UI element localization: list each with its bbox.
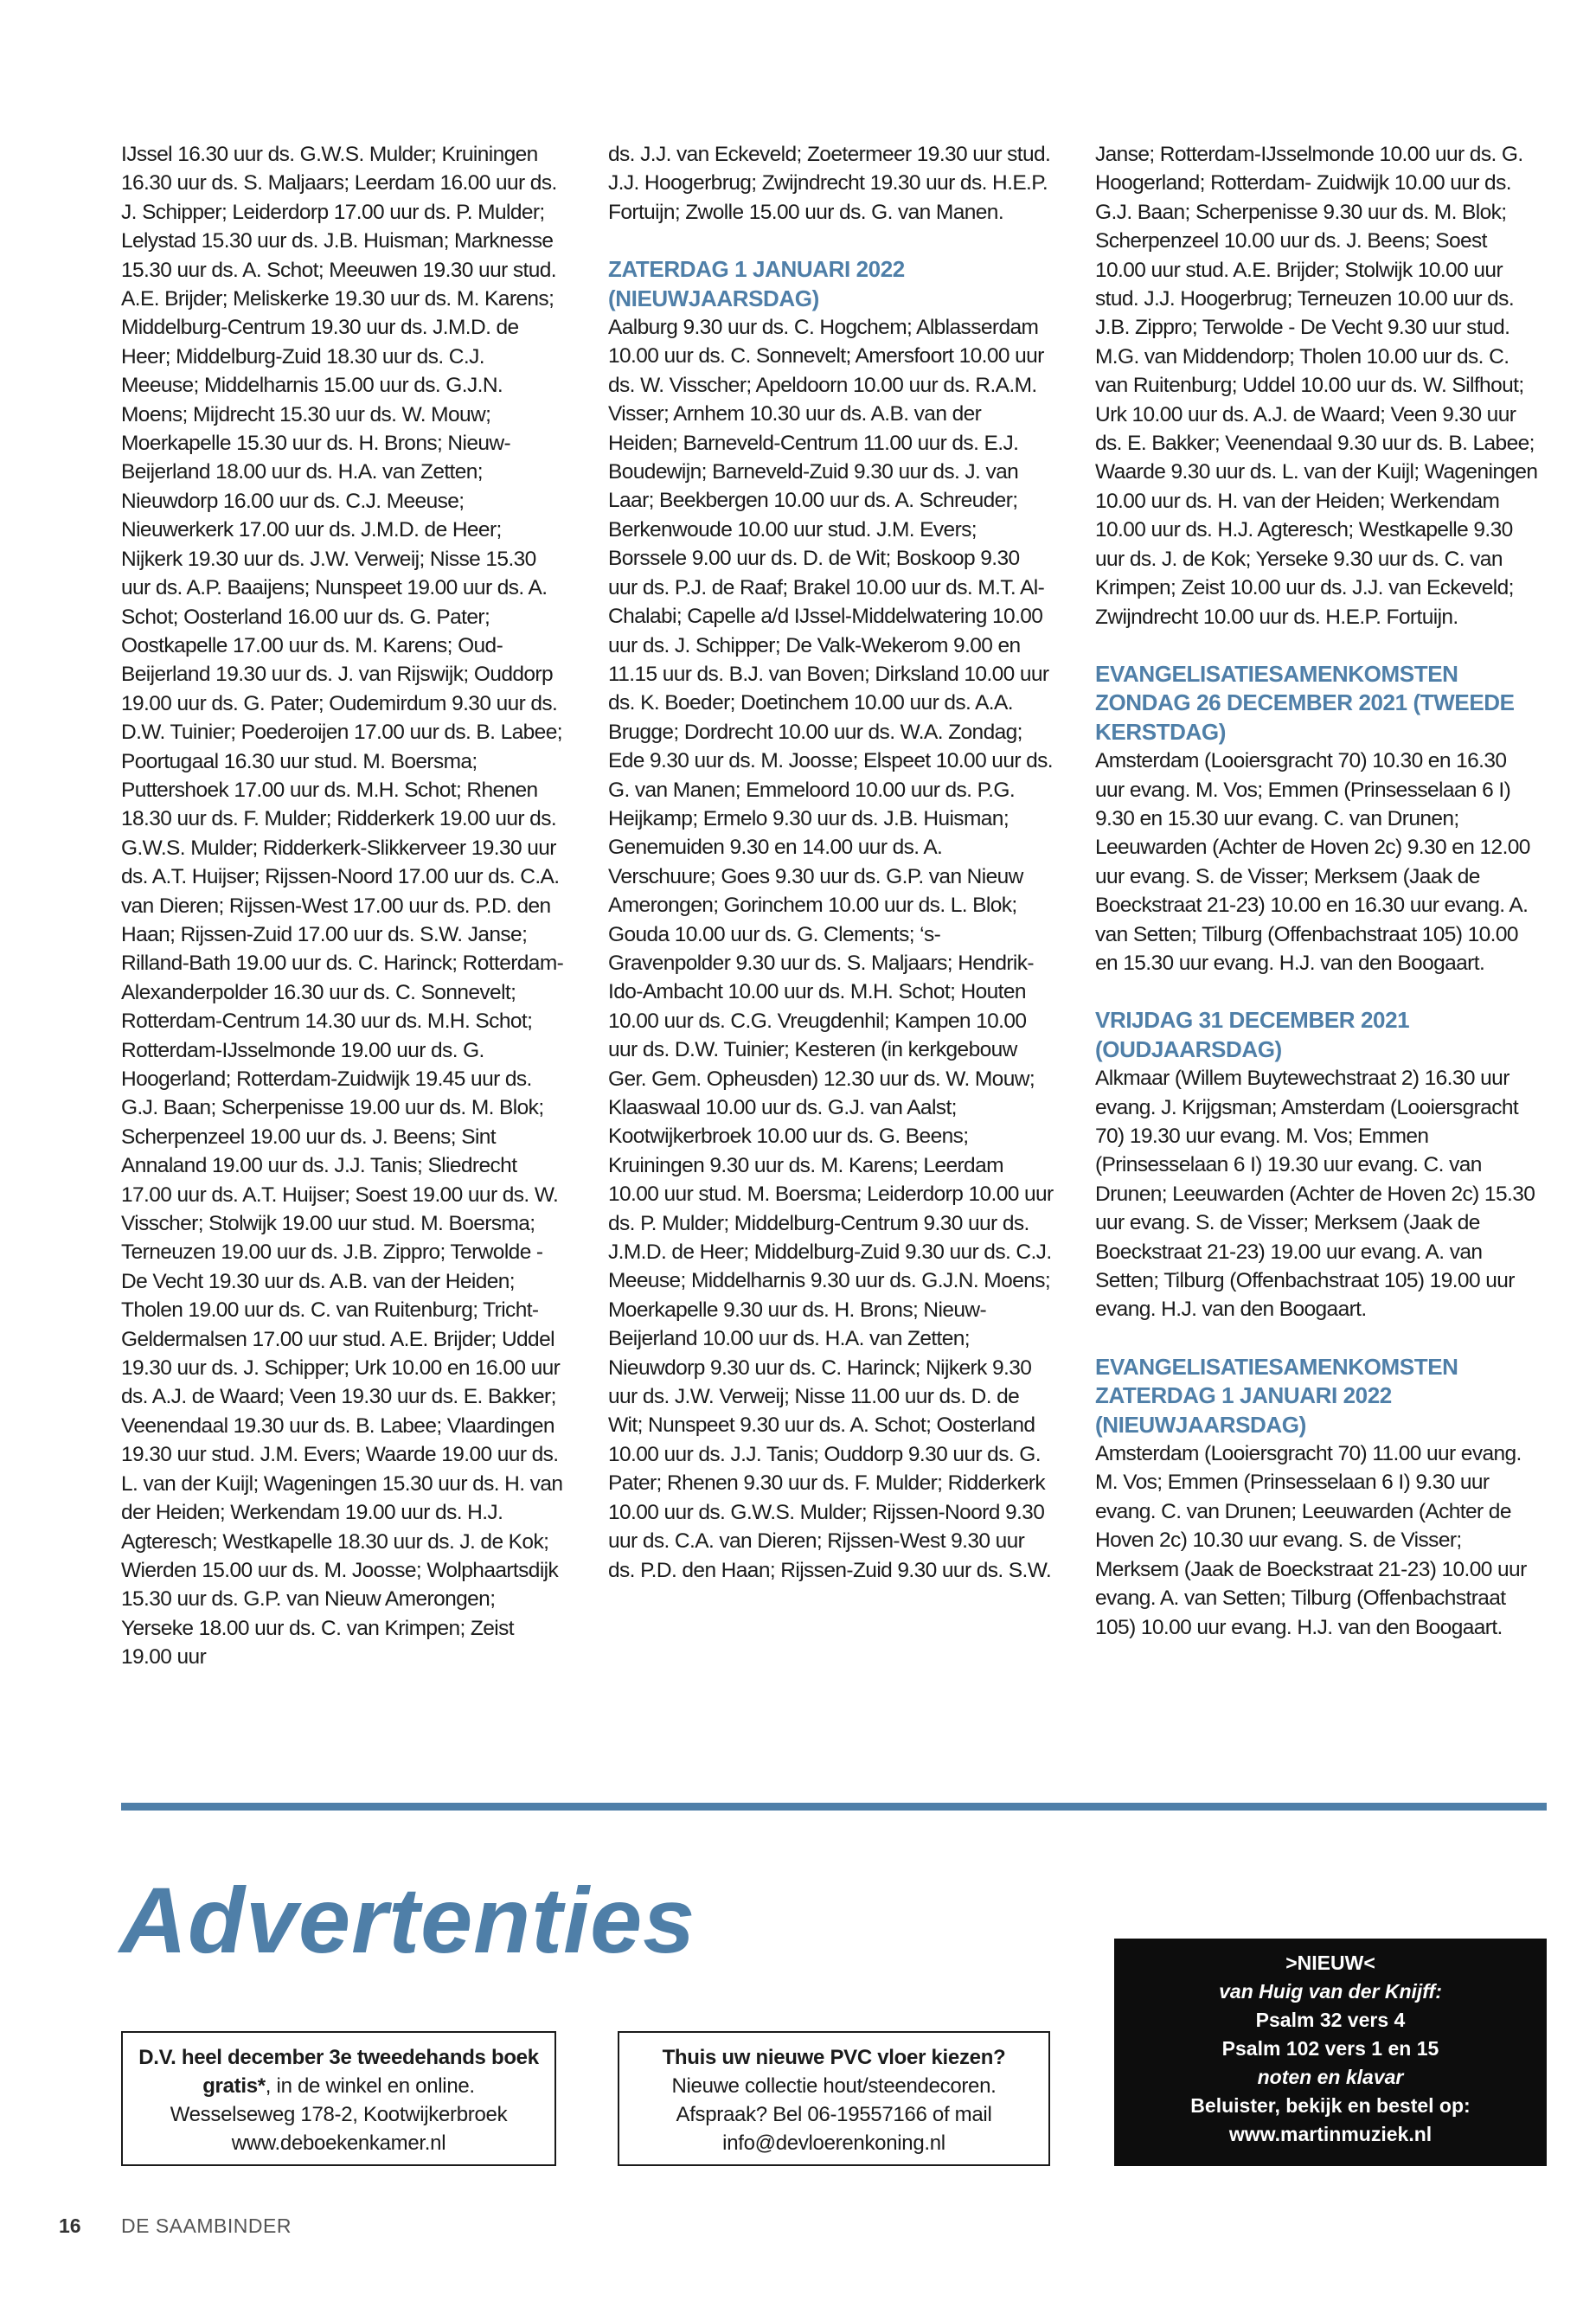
evangelisation-schedule-text: Amsterdam (Looiersgracht 70) 11.00 uur evang. M. Vos; Emmen (Prinsesselaan 6 I) 9.30 uur evang. C. van Drunen; Leeuwarden (Achter de Hoven 2c) 10.30 uur evang. S. de Visser; Merksem (Jaak de Boeckstraat 21-23) 10.00 uur evang. A. van Setten; Tilburg (Offenbachstraat 105) 10.00 uur evang. H.J. van den Boogaart. xyxy=(1095,1442,1527,1639)
church-schedule-text: Janse; Rotterdam-IJsselmonde 10.00 uur ds. G. Hoogerland; Rotterdam- Zuidwijk 10.00 uur ds. G.J. Baan; Scherpenisse 9.30 uur ds. M. Blok; Scherpenzeel 10.00 uur ds. J. Beens; Soest 10.00 uur stud. A.E. Brijder; Stolwijk 10.00 uur stud. J.J. Hoogerbrug; Terneuzen 10.00 uur ds. J.B. Zippro; Terwolde - De Vecht 9.30 uur stud. M.G. van Middendorp; Tholen 10.00 uur ds. C. van Ruitenburg; Uddel 10.00 uur ds. W. Silfhout; Urk 10.00 uur ds. A.J. de Waard; Veen 9.30 uur ds. E. Bakker; Veenendaal 9.30 uur ds. B. Labee; Waarde 9.30 uur ds. L. van der Kuijl; Wageningen 10.00 uur ds. H. van der Heiden; Werkendam 10.00 uur ds. H.J. Agteresch; Westkapelle 9.30 uur ds. J. de Kok; Yerseke 9.30 uur ds. C. van Krimpen; Zeist 10.00 uur ds. J.J. van Eckeveld; Zwijndrecht 10.00 uur ds. H.E.P. Fortuijn. xyxy=(1095,143,1538,629)
magazine-name: DE SAAMBINDER xyxy=(121,2214,292,2237)
column-middle xyxy=(608,140,1054,1585)
evangelisation-schedule-text: Alkmaar (Willem Buytewechstraat 2) 16.30 uur evang. J. Krijgsman; Amsterdam (Looiersgracht 70) 19.30 uur evang. M. Vos; Emmen (Prinsesselaan 6 I) 19.30 uur evang. C. van Drunen; Leeuwarden (Achter de Hoven 2c) 15.30 uur evang. S. de Visser; Merksem (Jaak de Boeckstraat 21-23) 19.00 uur evang. A. van Setten; Tilburg (Offenbachstraat 105) 19.00 uur evang. H.J. van den Boogaart. xyxy=(1095,1067,1535,1322)
column-left xyxy=(121,140,567,1672)
advert-title: Psalm 32 vers 4 xyxy=(1255,2009,1406,2031)
section-heading: VRIJDAG 31 DECEMBER 2021 (OUDJAARSDAG) xyxy=(1095,1007,1410,1062)
advert-title: Psalm 102 vers 1 en 15 xyxy=(1221,2037,1439,2060)
advert-boekenkamer xyxy=(121,2031,556,2166)
advert-email[interactable]: info@devloerenkoning.nl xyxy=(722,2131,945,2155)
church-schedule-text: ds. J.J. van Eckeveld; Zoetermeer 19.30 uur stud. J.J. Hoogerbrug; Zwijndrecht 19.30 uur ds. H.E.P. Fortuijn; Zwolle 15.00 uur ds. G. van Manen. xyxy=(608,143,1051,224)
evangelisation-schedule-text: Amsterdam (Looiersgracht 70) 10.30 en 16.30 uur evang. M. Vos; Emmen (Prinsesselaan 6 I) 9.30 en 15.30 uur evang. C. van Drunen; Leeuwarden (Achter de Hoven 2c) 9.30 en 12.00 uur evang. S. de Visser; Merksem (Jaak de Boeckstraat 21-23) 10.00 en 16.30 uur evang. A. van Setten; Tilburg (Offenbachstraat 105) 10.00 en 15.30 uur evang. H.J. van den Boogaart. xyxy=(1095,749,1530,975)
advert-address: Wesselseweg 178-2, Kootwijkerbroek xyxy=(170,2103,508,2126)
page-number: 16 xyxy=(59,2214,81,2237)
advert-link[interactable]: www.deboekenkamer.nl xyxy=(231,2131,446,2155)
advert-subtitle: noten en klavar xyxy=(1257,2066,1404,2088)
column-right xyxy=(1095,140,1541,1642)
advert-heading: Thuis uw nieuwe PVC vloer kiezen? xyxy=(662,2046,1006,2069)
advert-link[interactable]: www.martinmuziek.nl xyxy=(1228,2123,1433,2145)
advert-badge: >NIEUW< xyxy=(1285,1952,1375,1974)
church-schedule-text: IJssel 16.30 uur ds. G.W.S. Mulder; Kruiningen 16.30 uur ds. S. Maljaars; Leerdam 16.00 uur ds. J. Schipper; Leiderdorp 17.00 uur ds. P. Mulder; Lelystad 15.30 uur ds. J.B. Huisman; Marknesse 15.30 uur ds. A. Schot; Meeuwen 19.30 uur stud. A.E. Brijder; Meliskerke 19.30 uur ds. M. Karens; Middelburg-Centrum 19.30 uur ds. J.M.D. de Heer; Middelburg-Zuid 18.30 uur ds. C.J. Meeuse; Middelharnis 15.00 uur ds. G.J.N. Moens; Mijdrecht 15.30 uur ds. W. Mouw; Moerkapelle 15.30 uur ds. H. Brons; Nieuw-Beijerland 18.00 uur ds. H.A. van Zetten; Nieuwdorp 16.00 uur ds. C.J. Meeuse; Nieuwerkerk 17.00 uur ds. J.M.D. de Heer; Nijkerk 19.30 uur ds. J.W. Verweij; Nisse 15.30 uur ds. A.P. Baaijens; Nunspeet 19.00 uur ds. A. Schot; Oosterland 16.00 uur ds. G. Pater; Oostkapelle 17.00 uur ds. M. Karens; Oud-Beijerland 19.30 uur ds. J. van Rijswijk; Ouddorp 19.00 uur ds. G. Pater; Oudemirdum 9.30 uur ds. D.W. Tuinier; Poederoijen 17.00 uur ds. B. Labee; Poortugaal 16.30 uur stud. M. Boersma; Puttershoek 17.00 uur ds. M.H. Schot; Rhenen 18.30 uur ds. F. Mulder; Ridderkerk 19.00 uur ds. G.W.S. Mulder; Ridderkerk-Slikkerveer 19.30 uur ds. A.T. Huijser; Rijssen-Noord 17.00 uur ds. C.A. van Dieren; Rijssen-West 17.00 uur ds. P.D. den Haan; Rijssen-Zuid 17.00 uur ds. S.W. Janse; Rilland-Bath 19.00 uur ds. C. Harinck; Rotterdam-Alexanderpolder 16.30 uur ds. C. Sonnevelt; Rotterdam-Centrum 14.30 uur ds. M.H. Schot; Rotterdam-IJsselmonde 19.00 uur ds. G. Hoogerland; Rotterdam-Zuidwijk 19.45 uur ds. G.J. Baan; Scherpenisse 19.00 uur ds. M. Blok; Scherpenzeel 19.00 uur ds. J. Beens; Sint Annaland 19.00 uur ds. J.J. Tanis; Sliedrecht 17.00 uur ds. A.T. Huijser; Soest 19.00 uur ds. W. Visscher; Stolwijk 19.00 uur stud. M. Boersma; Terneuzen 19.00 uur ds. J.B. Zippro; Terwolde - De Vecht 19.30 uur ds. A.B. van der Heiden; Tholen 19.00 uur ds. C. van Ruitenburg; Tricht-Geldermalsen 17.00 uur stud. A.E. Brijder; Uddel 19.30 uur ds. J. Schipper; Urk 10.00 en 16.00 uur ds. A.J. de Waard; Veen 19.30 uur ds. E. Bakker; Veenendaal 19.30 uur ds. B. Labee; Vlaardingen 19.30 uur stud. J.M. Evers; Waarde 19.00 uur ds. L. van der Kuijl; Wageningen 15.30 uur ds. H. van der Heiden; Werkendam 19.00 uur ds. H.J. Agteresch; Westkapelle 18.30 uur ds. J. de Kok; Wierden 15.00 uur ds. M. Joosse; Wolphaartsdijk 15.30 uur ds. G.P. van Nieuw Amerongen; Yerseke 18.00 uur ds. C. van Krimpen; Zeist 19.00 uur xyxy=(121,143,564,1670)
adverts-title: Advertenties xyxy=(119,1868,696,1972)
section-heading: ZATERDAG 1 JANUARI 2022 (NIEUWJAARSDAG) xyxy=(608,256,905,311)
advert-text: D.V. heel december 3e tweedehands boek gratis*, in de winkel en online. xyxy=(138,2046,539,2098)
section-heading: EVANGELISATIESAMENKOMSTEN ZONDAG 26 DECEMBER 2021 (TWEEDE KERSTDAG) xyxy=(1095,660,1515,745)
advert-martinmuziek xyxy=(1114,1939,1547,2166)
section-heading: EVANGELISATIESAMENKOMSTEN ZATERDAG 1 JANUARI 2022 (NIEUWJAARSDAG) xyxy=(1095,1353,1458,1438)
advert-vloerenkoning xyxy=(618,2031,1050,2166)
advert-text: Beluister, bekijk en bestel op: xyxy=(1190,2094,1471,2117)
section-divider xyxy=(121,1803,1547,1811)
advert-text: Afspraak? Bel 06-19557166 of mail xyxy=(676,2103,992,2126)
advert-author: van Huig van der Knijff: xyxy=(1219,1980,1442,2003)
advert-text: Nieuwe collectie hout/steendecoren. xyxy=(671,2074,997,2098)
church-schedule-text: Aalburg 9.30 uur ds. C. Hogchem; Alblasserdam 10.00 uur ds. C. Sonnevelt; Amersfoort 10.00 uur ds. W. Visscher; Apeldoorn 10.00 uur ds. R.A.M. Visser; Arnhem 10.30 uur ds. A.B. van der Heiden; Barneveld-Centrum 11.00 uur ds. E.J. Boudewijn; Barneveld-Zuid 9.30 uur ds. J. van Laar; Beekbergen 10.00 uur ds. A. Schreuder; Berkenwoude 10.00 uur stud. J.M. Evers; Borssele 9.00 uur ds. D. de Wit; Boskoop 9.30 uur ds. P.J. de Raaf; Brakel 10.00 uur ds. M.T. Al- Chalabi; Capelle a/d IJssel-Middelwatering 10.00 uur ds. J. Schipper; De Valk-Wekerom 9.00 en 11.15 uur ds. B.J. van Boven; Dirksland 10.00 uur ds. K. Boeder; Doetinchem 10.00 uur ds. A.A. Brugge; Dordrecht 10.00 uur ds. W.A. Zondag; Ede 9.30 uur ds. M. Joosse; Elspeet 10.00 uur ds. G. van Manen; Emmeloord 10.00 uur ds. P.G. Heijkamp; Ermelo 9.30 uur ds. J.B. Huisman; Genemuiden 9.30 en 14.00 uur ds. A. Verschuure; Goes 9.30 uur ds. G.P. van Nieuw Amerongen; Gorinchem 10.00 uur ds. L. Blok; Gouda 10.00 uur ds. G. Clements; ‘s-Gravenpolder 9.30 uur ds. S. Maljaars; Hendrik-Ido-Ambacht 10.00 uur ds. M.H. Schot; Houten 10.00 uur ds. C.G. Vreugdenhil; Kampen 10.00 uur ds. D.W. Tuinier; Kesteren (in kerkgebouw Ger. Gem. Opheusden) 12.30 uur ds. W. Mouw; Klaaswaal 10.00 uur ds. G.J. van Aalst; Kootwijkerbroek 10.00 uur ds. G. Beens; Kruiningen 9.30 uur ds. M. Karens; Leerdam 10.00 uur stud. M. Boersma; Leiderdorp 10.00 uur ds. P. Mulder; Middelburg-Centrum 9.30 uur ds. J.M.D. de Heer; Middelburg-Zuid 9.30 uur ds. C.J. Meeuse; Middelharnis 9.30 uur ds. G.J.N. Moens; Moerkapelle 9.30 uur ds. H. Brons; Nieuw-Beijerland 10.00 uur ds. H.A. van Zetten; Nieuwdorp 9.30 uur ds. C. Harinck; Nijkerk 9.30 uur ds. J.W. Verweij; Nisse 11.00 uur ds. D. de Wit; Nunspeet 9.30 uur ds. A. Schot; Oosterland 10.00 uur ds. J.J. Tanis; Ouddorp 9.30 uur ds. G. Pater; Rhenen 9.30 uur ds. F. Mulder; Ridderkerk 10.00 uur ds. G.W.S. Mulder; Rijssen-Noord 9.30 uur ds. C.A. van Dieren; Rijssen-West 9.30 uur ds. P.D. den Haan; Rijssen-Zuid 9.30 uur ds. S.W. xyxy=(608,316,1054,1582)
